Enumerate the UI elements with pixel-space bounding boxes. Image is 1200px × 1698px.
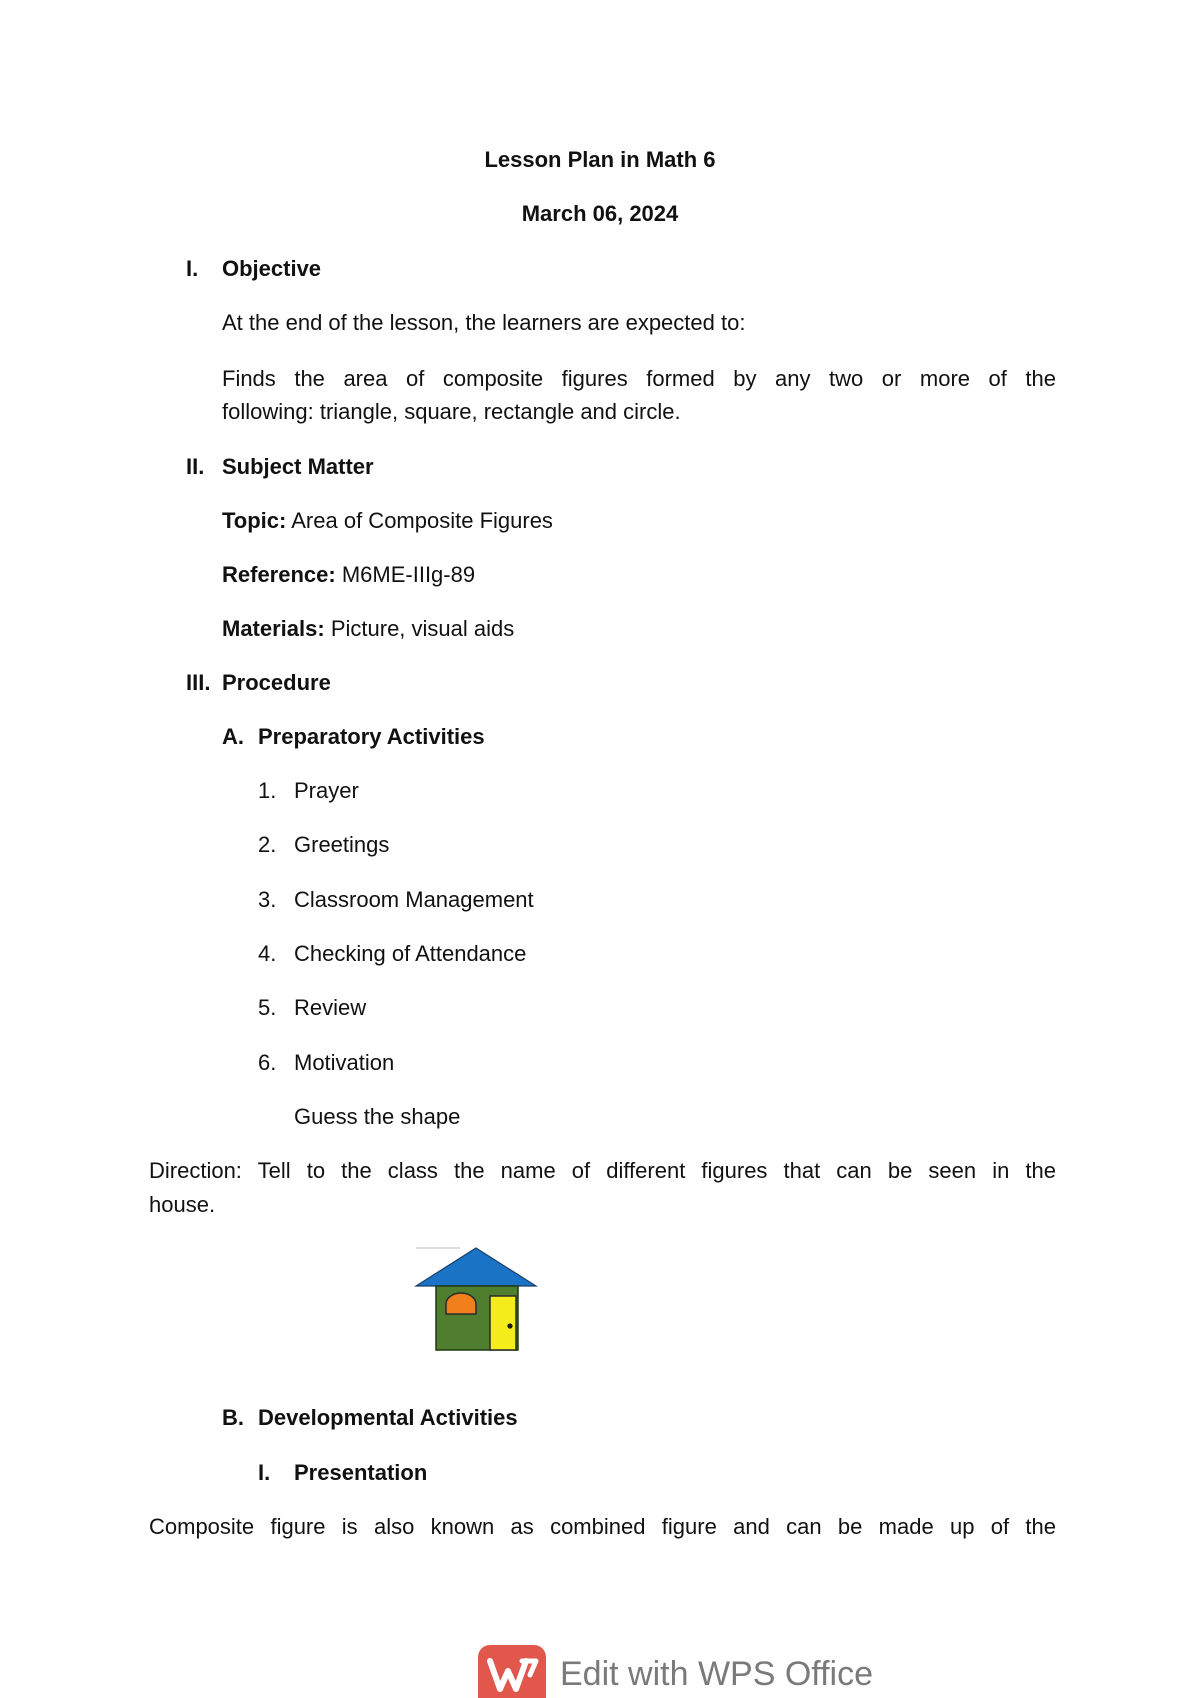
materials-value: Picture, visual aids [324, 616, 515, 641]
preparatory-heading [222, 720, 485, 754]
topic-line [222, 504, 553, 538]
objective-intro: At the end of the lesson, the learners are expected to: [222, 310, 746, 335]
presentation-text-line1: Composite figure is also known as combined figure and can be made up of the [149, 1514, 1056, 1539]
direction-line2: house. [149, 1192, 216, 1217]
list-item-number: 3. [258, 887, 277, 912]
list-item-number: 1. [258, 778, 277, 803]
procedure-heading-text: Procedure [222, 670, 331, 695]
list-item-text: Prayer [294, 778, 359, 803]
subject-matter-heading [186, 450, 374, 484]
materials-label: Materials: [222, 616, 325, 641]
preparatory-heading-text: Preparatory Activities [258, 724, 485, 749]
procedure-heading [186, 666, 331, 700]
topic-label: Topic: [222, 508, 287, 533]
list-item [258, 991, 366, 1025]
developmental-heading-text: Developmental Activities [258, 1405, 518, 1430]
direction-line1: Direction: Tell to the class the name of different figures that can be seen in the [149, 1158, 1056, 1183]
reference-line [222, 558, 475, 592]
list-item-number: 4. [258, 941, 277, 966]
list-item-text: Greetings [294, 832, 390, 857]
house-roof [416, 1248, 536, 1286]
door-knob [507, 1323, 512, 1328]
list-item-number: 6. [258, 1050, 277, 1075]
wps-watermark-text: Edit with WPS Office [560, 1655, 874, 1693]
wps-logo-icon [478, 1645, 546, 1698]
objective-heading [186, 252, 321, 286]
objective-numeral: I. [186, 256, 199, 281]
subject-matter-heading-text: Subject Matter [222, 454, 374, 479]
list-item [258, 883, 534, 917]
list-item-number: 2. [258, 832, 277, 857]
list-item-text: Motivation [294, 1050, 395, 1075]
topic-value: Area of Composite Figures [286, 508, 553, 533]
procedure-numeral: III. [186, 670, 211, 695]
materials-line [222, 612, 514, 646]
presentation-label: I. [258, 1460, 271, 1485]
list-item [258, 774, 359, 808]
reference-label: Reference: [222, 562, 336, 587]
list-item-text: Review [294, 995, 367, 1020]
developmental-label: B. [222, 1405, 244, 1430]
lesson-title: Lesson Plan in Math 6 [484, 147, 716, 172]
preparatory-label: A. [222, 724, 244, 749]
reference-value: M6ME-IIIg-89 [335, 562, 476, 587]
objective-heading-text: Objective [222, 256, 322, 281]
list-item [258, 828, 389, 862]
objective-text-line1: Finds the area of composite figures formed by any two or more of the [222, 366, 1056, 391]
list-item-text: Checking of Attendance [294, 941, 527, 966]
list-item [258, 1046, 394, 1080]
list-item [258, 937, 526, 971]
house-window [446, 1293, 476, 1314]
house-door [490, 1296, 516, 1350]
wps-watermark[interactable] [478, 1645, 873, 1698]
objective-text-line2: following: triangle, square, rectangle and circle. [222, 399, 681, 424]
subject-matter-numeral: II. [186, 454, 205, 479]
list-item-text: Classroom Management [294, 887, 534, 912]
presentation-heading-text: Presentation [294, 1460, 428, 1485]
list-item-number: 5. [258, 995, 277, 1020]
motivation-subtext: Guess the shape [294, 1104, 461, 1129]
developmental-heading [222, 1401, 518, 1435]
lesson-date: March 06, 2024 [521, 201, 679, 226]
presentation-heading [258, 1456, 427, 1490]
house-image [412, 1246, 540, 1356]
